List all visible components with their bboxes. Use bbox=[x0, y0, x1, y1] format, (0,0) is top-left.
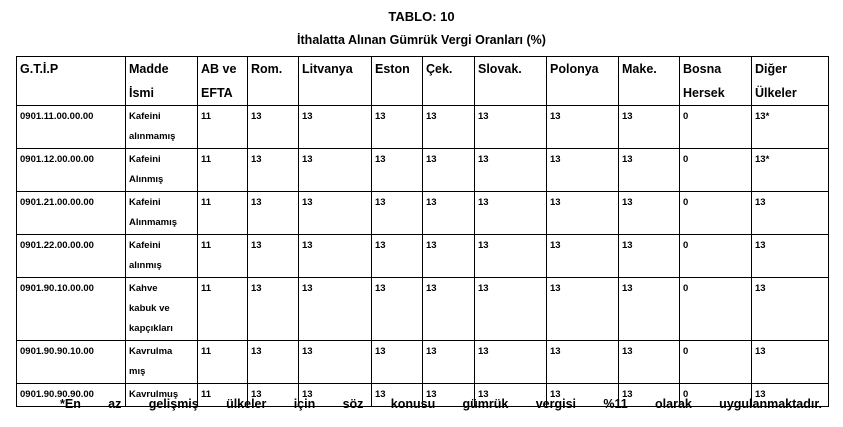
cell-madde-ismi: Kafeini Alınmış bbox=[126, 149, 198, 192]
cell-rom: 13 bbox=[248, 341, 299, 384]
cell-ab-efta: 11 bbox=[198, 149, 248, 192]
cell-slovak: 13 bbox=[475, 384, 547, 407]
header-eston: Eston bbox=[372, 57, 423, 106]
table-row bbox=[17, 341, 829, 384]
cell-polonya: 13 bbox=[547, 149, 619, 192]
header-slovak: Slovak. bbox=[475, 57, 547, 106]
table-row bbox=[17, 192, 829, 235]
cell-cek: 13 bbox=[423, 278, 475, 341]
cell-polonya: 13 bbox=[547, 384, 619, 407]
cell-polonya: 13 bbox=[547, 106, 619, 149]
cell-gtip: 0901.21.00.00.00 bbox=[17, 192, 126, 235]
cell-litvanya: 13 bbox=[299, 106, 372, 149]
cell-ab-efta: 11 bbox=[198, 278, 248, 341]
header-row bbox=[17, 57, 829, 106]
cell-make: 13 bbox=[619, 192, 680, 235]
cell-cek: 13 bbox=[423, 149, 475, 192]
cell-diger-ulkeler: 13 bbox=[752, 278, 829, 341]
cell-slovak: 13 bbox=[475, 278, 547, 341]
header-rom: Rom. bbox=[248, 57, 299, 106]
cell-bosna-hersek: 0 bbox=[680, 106, 752, 149]
cell-madde-ismi: Kahve kabuk ve kapçıkları bbox=[126, 278, 198, 341]
cell-gtip: 0901.11.00.00.00 bbox=[17, 106, 126, 149]
cell-diger-ulkeler: 13 bbox=[752, 341, 829, 384]
cell-gtip: 0901.90.10.00.00 bbox=[17, 278, 126, 341]
header-madde-ismi: Madde İsmi bbox=[126, 57, 198, 106]
cell-gtip: 0901.90.90.90.00 bbox=[17, 384, 126, 407]
cell-slovak: 13 bbox=[475, 106, 547, 149]
cell-ab-efta: 11 bbox=[198, 106, 248, 149]
cell-ab-efta: 11 bbox=[198, 235, 248, 278]
header-litvanya: Litvanya bbox=[299, 57, 372, 106]
cell-madde-ismi: Kavrulma mış bbox=[126, 341, 198, 384]
cell-make: 13 bbox=[619, 106, 680, 149]
cell-eston: 13 bbox=[372, 341, 423, 384]
footnote: *En az gelişmiş ülkeler için söz konusu gümrük vergisi %11 olarak uygulanmaktadır. bbox=[60, 397, 822, 411]
cell-polonya: 13 bbox=[547, 278, 619, 341]
cell-make: 13 bbox=[619, 278, 680, 341]
cell-eston: 13 bbox=[372, 106, 423, 149]
cell-polonya: 13 bbox=[547, 192, 619, 235]
cell-madde-ismi: Kafeini Alınmamış bbox=[126, 192, 198, 235]
cell-bosna-hersek: 0 bbox=[680, 341, 752, 384]
cell-eston: 13 bbox=[372, 278, 423, 341]
cell-gtip: 0901.90.90.10.00 bbox=[17, 341, 126, 384]
cell-eston: 13 bbox=[372, 235, 423, 278]
cell-rom: 13 bbox=[248, 192, 299, 235]
cell-litvanya: 13 bbox=[299, 149, 372, 192]
cell-litvanya: 13 bbox=[299, 384, 372, 407]
cell-make: 13 bbox=[619, 384, 680, 407]
table-row bbox=[17, 149, 829, 192]
cell-slovak: 13 bbox=[475, 149, 547, 192]
cell-rom: 13 bbox=[248, 235, 299, 278]
cell-diger-ulkeler: 13* bbox=[752, 149, 829, 192]
cell-litvanya: 13 bbox=[299, 341, 372, 384]
cell-slovak: 13 bbox=[475, 235, 547, 278]
cell-ab-efta: 11 bbox=[198, 341, 248, 384]
cell-cek: 13 bbox=[423, 106, 475, 149]
cell-make: 13 bbox=[619, 341, 680, 384]
cell-bosna-hersek: 0 bbox=[680, 235, 752, 278]
cell-polonya: 13 bbox=[547, 341, 619, 384]
cell-rom: 13 bbox=[248, 149, 299, 192]
cell-gtip: 0901.12.00.00.00 bbox=[17, 149, 126, 192]
cell-cek: 13 bbox=[423, 384, 475, 407]
cell-bosna-hersek: 0 bbox=[680, 192, 752, 235]
cell-diger-ulkeler: 13* bbox=[752, 106, 829, 149]
cell-madde-ismi: Kafeini alınmış bbox=[126, 235, 198, 278]
cell-diger-ulkeler: 13 bbox=[752, 384, 829, 407]
cell-cek: 13 bbox=[423, 235, 475, 278]
cell-slovak: 13 bbox=[475, 341, 547, 384]
table-row bbox=[17, 106, 829, 149]
header-make: Make. bbox=[619, 57, 680, 106]
cell-ab-efta: 11 bbox=[198, 384, 248, 407]
cell-madde-ismi: Kavrulmuş bbox=[126, 384, 198, 407]
tariff-table bbox=[16, 56, 829, 407]
cell-eston: 13 bbox=[372, 384, 423, 407]
cell-litvanya: 13 bbox=[299, 235, 372, 278]
header-diger-ulkeler: Diğer Ülkeler bbox=[752, 57, 829, 106]
cell-make: 13 bbox=[619, 149, 680, 192]
cell-bosna-hersek: 0 bbox=[680, 384, 752, 407]
cell-make: 13 bbox=[619, 235, 680, 278]
cell-diger-ulkeler: 13 bbox=[752, 192, 829, 235]
table-row bbox=[17, 235, 829, 278]
header-gtip: G.T.İ.P bbox=[17, 57, 126, 106]
cell-ab-efta: 11 bbox=[198, 192, 248, 235]
table-title: TABLO: 10 bbox=[388, 9, 455, 24]
cell-eston: 13 bbox=[372, 192, 423, 235]
header-cek: Çek. bbox=[423, 57, 475, 106]
cell-cek: 13 bbox=[423, 341, 475, 384]
header-ab-efta: AB ve EFTA bbox=[198, 57, 248, 106]
cell-rom: 13 bbox=[248, 106, 299, 149]
cell-eston: 13 bbox=[372, 149, 423, 192]
cell-polonya: 13 bbox=[547, 235, 619, 278]
table-row bbox=[17, 278, 829, 341]
cell-slovak: 13 bbox=[475, 192, 547, 235]
cell-bosna-hersek: 0 bbox=[680, 278, 752, 341]
header-polonya: Polonya bbox=[547, 57, 619, 106]
cell-diger-ulkeler: 13 bbox=[752, 235, 829, 278]
cell-rom: 13 bbox=[248, 384, 299, 407]
cell-gtip: 0901.22.00.00.00 bbox=[17, 235, 126, 278]
cell-rom: 13 bbox=[248, 278, 299, 341]
cell-bosna-hersek: 0 bbox=[680, 149, 752, 192]
table-subtitle: İthalatta Alınan Gümrük Vergi Oranları (%) bbox=[297, 33, 546, 47]
cell-madde-ismi: Kafeini alınmamış bbox=[126, 106, 198, 149]
cell-litvanya: 13 bbox=[299, 192, 372, 235]
header-bosna-hersek: Bosna Hersek bbox=[680, 57, 752, 106]
cell-litvanya: 13 bbox=[299, 278, 372, 341]
cell-cek: 13 bbox=[423, 192, 475, 235]
